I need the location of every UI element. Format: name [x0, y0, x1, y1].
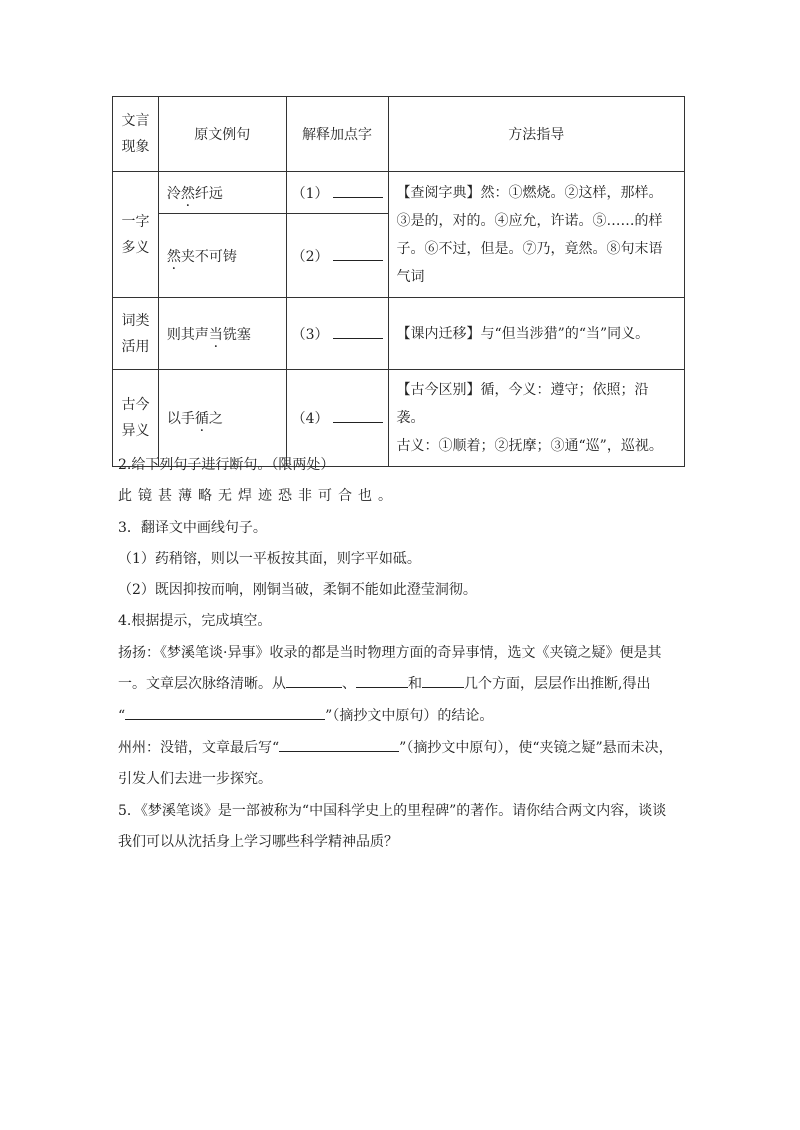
question-4-para-2: 州州：没错，文章最后写“ ”（摘抄文中原句），使“夹镜之疑”悬而未决， [118, 737, 673, 757]
method-guide: 【查阅字典】然：①燃烧。②这样，那样。③是的，对的。④应允，许诺。⑤……的样子。⑥不过，但是。⑦乃，竟然。⑧句末语气词 [388, 172, 685, 298]
question-2-sentence: 此镜甚薄略无焊迹恐非可合也。 [118, 488, 398, 504]
answer-blank-1[interactable]: （1） [286, 172, 388, 214]
answer-blank-3[interactable]: （3） [286, 298, 388, 370]
answer-blank-4[interactable]: （4） [286, 370, 388, 467]
example-sentence: 以手循之 [158, 370, 286, 467]
question-4-para-1: 扬扬：《梦溪笔谈·异事》收录的都是当时物理方面的奇异事情，选文《夹镜之疑》便是其 [118, 645, 662, 661]
fill-blank[interactable] [356, 673, 408, 688]
question-2-title: 2.给下列句子进行断句。（限两处） [118, 457, 335, 473]
table-row [113, 172, 685, 214]
method-guide: 【古今区别】循，今义：遵守；依照；沿袭。 古义：①顺着；②抚摩；③通“巡”，巡视。 [388, 370, 685, 467]
header-example: 原文例句 [158, 97, 286, 172]
example-sentence: 泠然纤远 [158, 172, 286, 214]
question-5-line-2: 我们可以从沈括身上学习哪些科学精神品质？ [118, 834, 398, 850]
table-row [113, 370, 685, 467]
question-3-sentence-2: （2）既因抑按而响，刚铜当破，柔铜不能如此澄莹洞彻。 [118, 582, 477, 598]
category-cell: 一字 多义 [113, 172, 159, 298]
header-category: 文言 现象 [113, 97, 159, 172]
question-4-fill-line: 一。文章层次脉络清晰。从 、 和 几个方面，层层作出推断,得出 [118, 673, 650, 693]
example-sentence: 则其声当铣塞 [158, 298, 286, 370]
fill-blank[interactable] [422, 673, 464, 688]
answer-blank-2[interactable]: （2） [286, 214, 388, 298]
question-4-para-2-end: 引发人们去进一步探究。 [118, 771, 272, 787]
question-3-sentence-1: （1）药稍镕，则以一平板按其面，则字平如砥。 [118, 551, 421, 567]
question-4-quote-line: “ ”（摘抄文中原句）的结论。 [118, 705, 493, 725]
header-explain: 解释加点字 [286, 97, 388, 172]
table-header-row [113, 97, 685, 172]
header-method: 方法指导 [388, 97, 685, 172]
question-5-line-1: 5．《梦溪笔谈》是一部被称为“中国科学史上的里程碑”的著作。请你结合两文内容，谈谈 [118, 803, 667, 819]
question-4-title: 4.根据提示，完成填空。 [118, 613, 272, 629]
category-cell: 古今 异义 [113, 370, 159, 467]
fill-blank[interactable] [286, 673, 342, 688]
category-cell: 词类 活用 [113, 298, 159, 370]
method-guide: 【课内迁移】与“但当涉猎”的“当”同义。 [388, 298, 685, 370]
table-row [113, 298, 685, 370]
example-sentence: 然夹不可铸 [158, 214, 286, 298]
fill-blank[interactable] [279, 737, 399, 752]
question-table [112, 96, 685, 467]
question-3-title: 3．翻译文中画线句子。 [118, 520, 267, 536]
fill-blank[interactable] [125, 705, 325, 720]
